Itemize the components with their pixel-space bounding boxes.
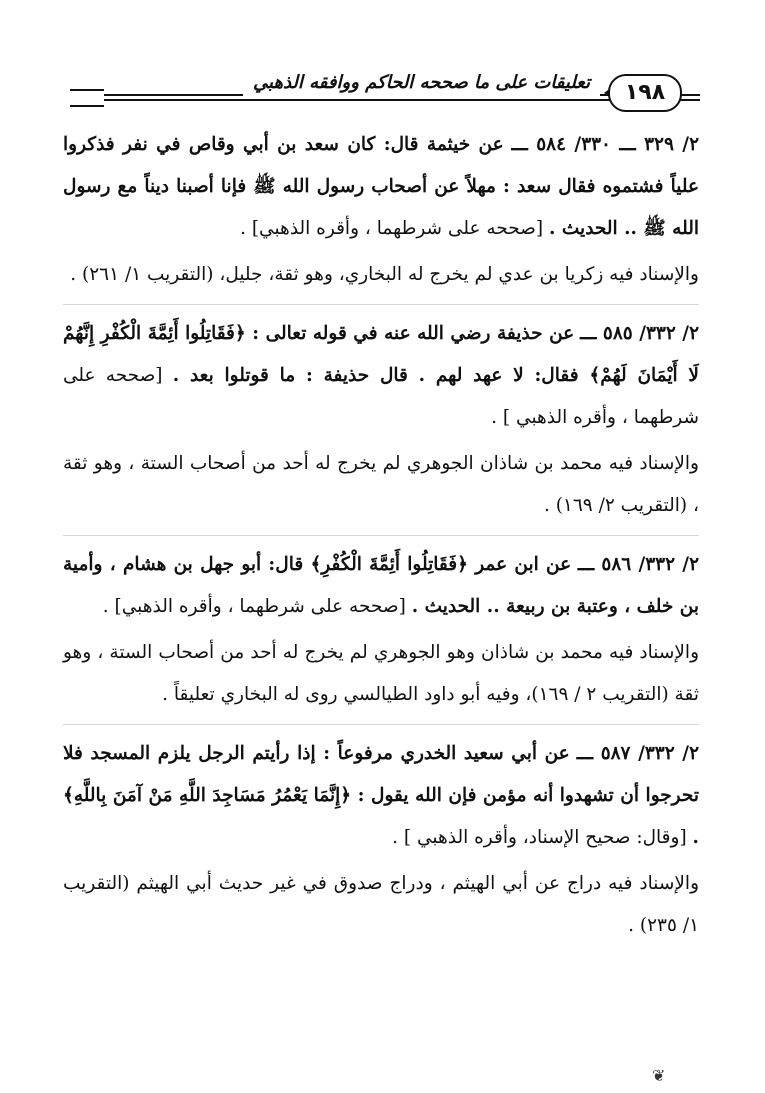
hadith-entry: [63, 313, 699, 536]
page-number: ١٩٨: [608, 74, 682, 112]
page-body: [63, 124, 699, 963]
hakim-verdict: [صححه على شرطهما ، وأقره الذهبي] .: [240, 218, 544, 239]
hadith-entry: [63, 124, 699, 305]
hadith-text: عن ابن عمر ﴿فَقَاتِلُوا أَئِمَّةَ الْكُفْرِ﴾ قال: أبو جهل بن هشام ، وأمية بن خلف ، وعتبة بن ربيعة .. الحديث .: [63, 554, 699, 617]
footer-ornament-icon: ❦: [652, 1066, 666, 1085]
hadith-entry: [63, 544, 699, 725]
header-end-mark: [70, 89, 104, 107]
hadith-reference: ٢/ ٣٣٢/ ٥٨٥ ـــ: [580, 323, 699, 344]
isnad-comment: والإسناد فيه زكريا بن عدي لم يخرج له البخاري، وهو ثقة، جليل، (التقريب ١/ ٢٦١) .: [70, 264, 699, 285]
hadith-reference: ٢/ ٣٣٢/ ٥٨٧ ـــ: [576, 743, 699, 764]
isnad-comment: والإسناد فيه محمد بن شاذان الجوهري لم يخرج له أحد من أصحاب الستة ، وهو ثقة ، (التقريب ٢/ ١٦٩) .: [63, 453, 699, 516]
hadith-reference: ٢/ ٣٢٩ ـــ ٣٣٠/ ٥٨٤ ـــ: [511, 134, 699, 155]
running-header: [70, 62, 700, 112]
hadith-reference: ٢/ ٣٣٢/ ٥٨٦ ـــ: [577, 554, 700, 575]
hadith-entry: [63, 733, 699, 955]
hadith-text: عن حذيفة رضي الله عنه في قوله تعالى : ﴿فَقَاتِلُوا أَئِمَّةَ الْكُفْرِ إِنَّهُمْ لَا أَيْمَانَ لَهُمْ﴾ فقال: لا عهد لهم . قال حذيفة : ما قوتلوا بعد .: [63, 323, 699, 386]
isnad-comment: والإسناد فيه دراج عن أبي الهيثم ، ودراج صدوق في غير حديث أبي الهيثم (التقريب ١/ ٢٣٥) .: [63, 873, 699, 936]
isnad-comment: والإسناد فيه محمد بن شاذان وهو الجوهري لم يخرج له أحد من أصحاب الستة ، وهو ثقة (التقريب ٢ / ١٦٩)، وفيه أبو داود الطيالسي روى له البخاري تعليقاً .: [63, 642, 699, 705]
book-title: تعليقات على ما صححه الحاكم ووافقه الذهبي: [243, 68, 600, 98]
hadith-paragraph: [63, 733, 699, 859]
hakim-verdict: [صححه على شرطهما ، وأقره الذهبي ] .: [63, 365, 699, 428]
hadith-paragraph: [63, 124, 699, 250]
hadith-paragraph: [63, 544, 699, 628]
hadith-paragraph: [63, 313, 699, 439]
hakim-verdict: [صححه على شرطهما ، وأقره الذهبي] .: [102, 596, 406, 617]
hakim-verdict: [وقال: صحيح الإسناد، وأقره الذهبي ] .: [392, 827, 687, 848]
hadith-text: عن أبي سعيد الخدري مرفوعاً : إذا رأيتم الرجل يلزم المسجد فلا تحرجوا أن تشهدوا أنه مؤمن فإن الله يقول : ﴿إِنَّمَا يَعْمُرُ مَسَاجِدَ اللَّهِ مَنْ آمَنَ بِاللَّهِ﴾ .: [63, 743, 699, 848]
hadith-text: عن خيثمة قال: كان سعد بن أبي وقاص في نفر فذكروا علياً فشتموه فقال سعد : مهلاً عن أصحاب رسول الله ﷺ فإنا أصبنا ديناً مع رسول الله ﷺ .. الحديث .: [63, 134, 699, 239]
